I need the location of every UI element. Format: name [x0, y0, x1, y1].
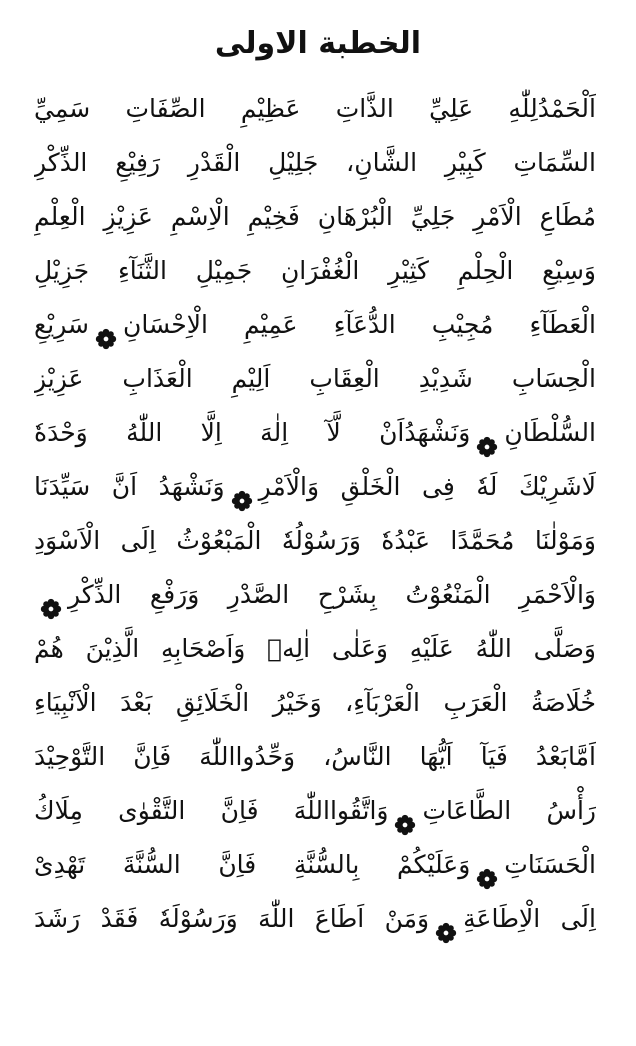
- text-line-16: [34, 892, 596, 946]
- text-line-13-content: اَمَّابَعْدُ فَيَآ اَيُّهَا النَّاسُ، وَحِّدُوااللّٰهَ فَاِنَّ التَّوْحِيْدَ: [34, 742, 596, 771]
- text-line-6-content: الْحِسَابِ شَدِيْدِ الْعِقَابِ اَلِيْمِ الْعَذَابِ عَزِيْزِ: [34, 364, 596, 393]
- text-line-1: [34, 82, 596, 136]
- rosette-icon: [476, 423, 498, 445]
- text-line-15: [34, 838, 596, 892]
- text-line-10: [34, 568, 596, 622]
- text-line-7-content: السُّلْطَانِ: [504, 418, 596, 447]
- rosette-icon: [435, 909, 457, 931]
- text-line-15-tail: وَعَلَيْكُمْ بِالسُّنَّةِ فَاِنَّ السُّنَّةَ تَهْدِىْ: [34, 850, 471, 879]
- text-line-11: [34, 622, 596, 676]
- rosette-icon: [231, 477, 253, 499]
- page-title: الخطبة الاولى: [214, 26, 422, 61]
- text-line-15-content: الْحَسَنَاتِ: [504, 850, 596, 879]
- text-line-14: [34, 784, 596, 838]
- text-line-5-content: الْعَطَآءِ مُجِيْبِ الدُّعَآءِ عَمِيْمِ الْاِحْسَانِ: [123, 310, 596, 339]
- text-line-7: [34, 406, 596, 460]
- text-line-7-tail: وَنَشْهَدُاَنْ لَّآ اِلٰهَ اِلَّا اللّٰهُ وَحْدَهٗ: [34, 418, 471, 447]
- rosette-icon: [394, 801, 416, 823]
- text-line-13: [34, 730, 596, 784]
- text-line-10-content: وَالْاَحْمَرِ الْمَنْعُوْتُ بِشَرْحِ الصَّدْرِ وَرَفْعِ الذِّكْرِ: [68, 580, 596, 609]
- text-line-9-content: وَمَوْلٰنَا مُحَمَّدًا عَبْدُهٗ وَرَسُوْلُهٗ الْمَبْعُوْثُ اِلَى الْاَسْوَدِ: [34, 526, 596, 555]
- text-line-6: [34, 352, 596, 406]
- text-line-5: [34, 298, 596, 352]
- text-line-5-tail: سَرِيْعِ: [34, 310, 90, 339]
- text-line-14-tail: وَاتَّقُوااللّٰهَ فَاِنَّ التَّقْوٰى مِلَاكُ: [34, 796, 389, 825]
- rosette-icon: [40, 585, 62, 607]
- text-line-14-content: رَأْسُ الطَّاعَاتِ: [422, 796, 596, 825]
- text-line-8-content: لَاشَرِيْكَ لَهٗ فِى الْخَلْقِ وَالْاَمْرِ: [258, 472, 596, 501]
- text-line-9: [34, 514, 596, 568]
- rosette-icon: [476, 855, 498, 877]
- text-line-12-content: خُلَاصَةُ الْعَرَبِ الْعَرْبَآءِ، وَخَيْرُ الْخَلَائِقِ بَعْدَ الْاَنْبِيَاءِ: [34, 688, 596, 717]
- text-line-2-content: السِّمَاتِ كَبِيْرِ الشَّانِ، جَلِيْلِ الْقَدْرِ رَفِيْعِ الذِّكْرِ: [34, 148, 596, 177]
- text-line-8-tail: وَنَشْهَدُ اَنَّ سَيِّدَنَا: [34, 472, 225, 501]
- text-line-8: [34, 460, 596, 514]
- text-line-1-content: اَلْحَمْدُلِلّٰهِ عَلِيِّ الذَّاتِ عَظِيْمِ الصِّفَاتِ سَمِيِّ: [34, 94, 596, 123]
- text-line-4-content: وَسِيْعِ الْحِلْمِ كَثِيْرِ الْغُفْرَانِ جَمِيْلِ الثَّنَآءِ جَزِيْلِ: [34, 256, 596, 285]
- text-line-12: [34, 676, 596, 730]
- text-line-3: [34, 190, 596, 244]
- rosette-icon: [95, 315, 117, 337]
- text-line-16-content: اِلَى الْاِطَاعَةِ: [463, 904, 596, 933]
- text-line-11-content: وَصَلَّى اللّٰهُ عَلَيْهِ وَعَلٰى اٰلِهٖ وَاَصْحَابِهِ الَّذِيْنَ هُمْ: [34, 634, 596, 663]
- text-line-2: [34, 136, 596, 190]
- text-line-4: [34, 244, 596, 298]
- text-line-16-tail: وَمَنْ اَطَاعَ اللّٰهَ وَرَسُوْلَهٗ فَقَدْ رَشَدَ: [34, 904, 430, 933]
- khutbah-text: [34, 82, 596, 946]
- text-line-3-content: مُطَاعِ الْاَمْرِ جَلِيِّ الْبُرْهَانِ فَخِيْمِ الْاِسْمِ عَزِيْزِ الْعِلْمِ: [34, 202, 596, 231]
